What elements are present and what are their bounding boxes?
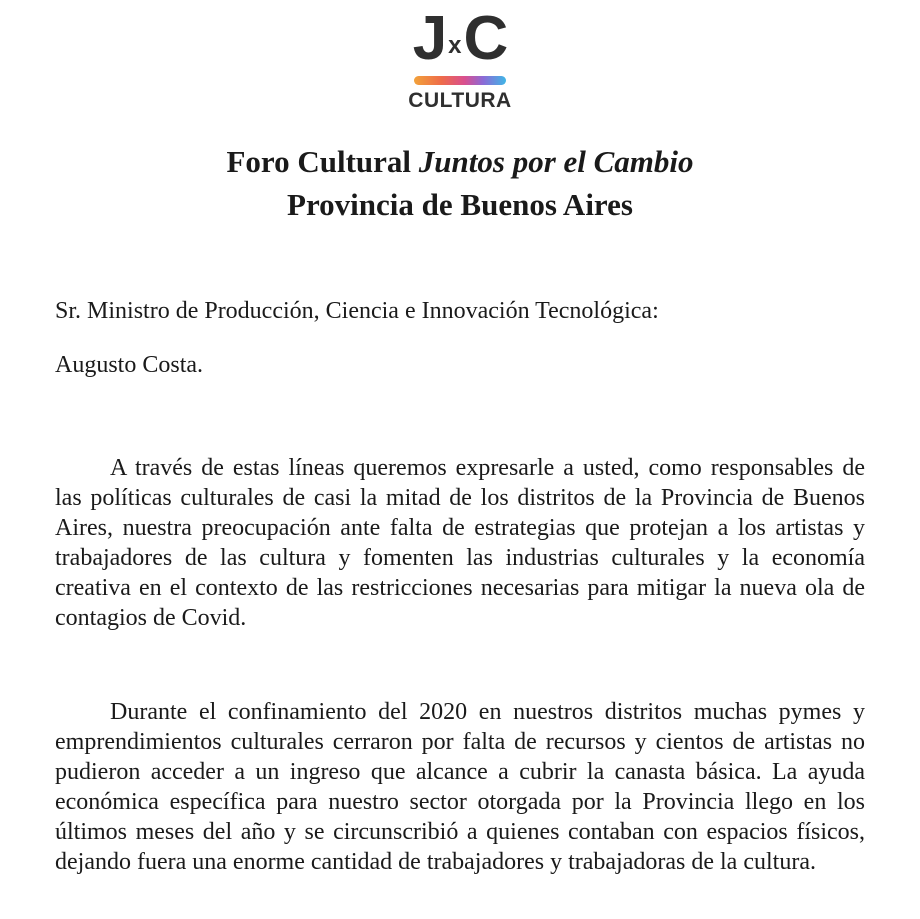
jxc-cultura-logo [0,4,920,113]
addressee: Augusto Costa. [55,352,204,378]
title-line-1 [0,140,920,183]
paragraph-2: Durante el confinamiento del 2020 en nuestros distritos muchas pymes y emprendimientos culturales cerraron por falta de recursos y cientos de artistas no pudieron acceder a un ingreso que alcance a cubrir la canasta básica. La ayuda económica específica para nuestro sector otorgada por la Provincia llego en los últimos meses del año y se circunscribió a quienes contaban con espacios físicos, dejando fuera una enorme cantidad de trabajadores y trabajadoras de la cultura. [55,699,865,875]
document-title [0,140,920,226]
logo-letter-x: x [448,32,462,59]
title-line-2: Provincia de Buenos Aires [287,187,633,222]
paragraph-1: A través de estas líneas queremos expresarle a usted, como responsables de las políticas culturales de casi la mitad de los distritos de la Provincia de Buenos Aires, nuestra preocupación ante falta de estrategias que protejan a los artistas y trabajadores de las cultura y fomenten las industrias culturales y la economía creativa en el contexto de las restricciones necesarias para mitigar la nueva ola de contagios de Covid. [55,455,865,631]
title-line-1-italic: Juntos por el Cambio [418,144,694,179]
logo-letter-j: J [412,4,447,73]
logo-color-stripe [414,76,506,85]
logo-mark [412,4,508,73]
title-line-1-normal: Foro Cultural [226,144,419,179]
logo-text: CULTURA [408,89,512,112]
salutation: Sr. Ministro de Producción, Ciencia e Innovación Tecnológica: [55,298,659,324]
logo-letter-c: C [463,4,508,73]
